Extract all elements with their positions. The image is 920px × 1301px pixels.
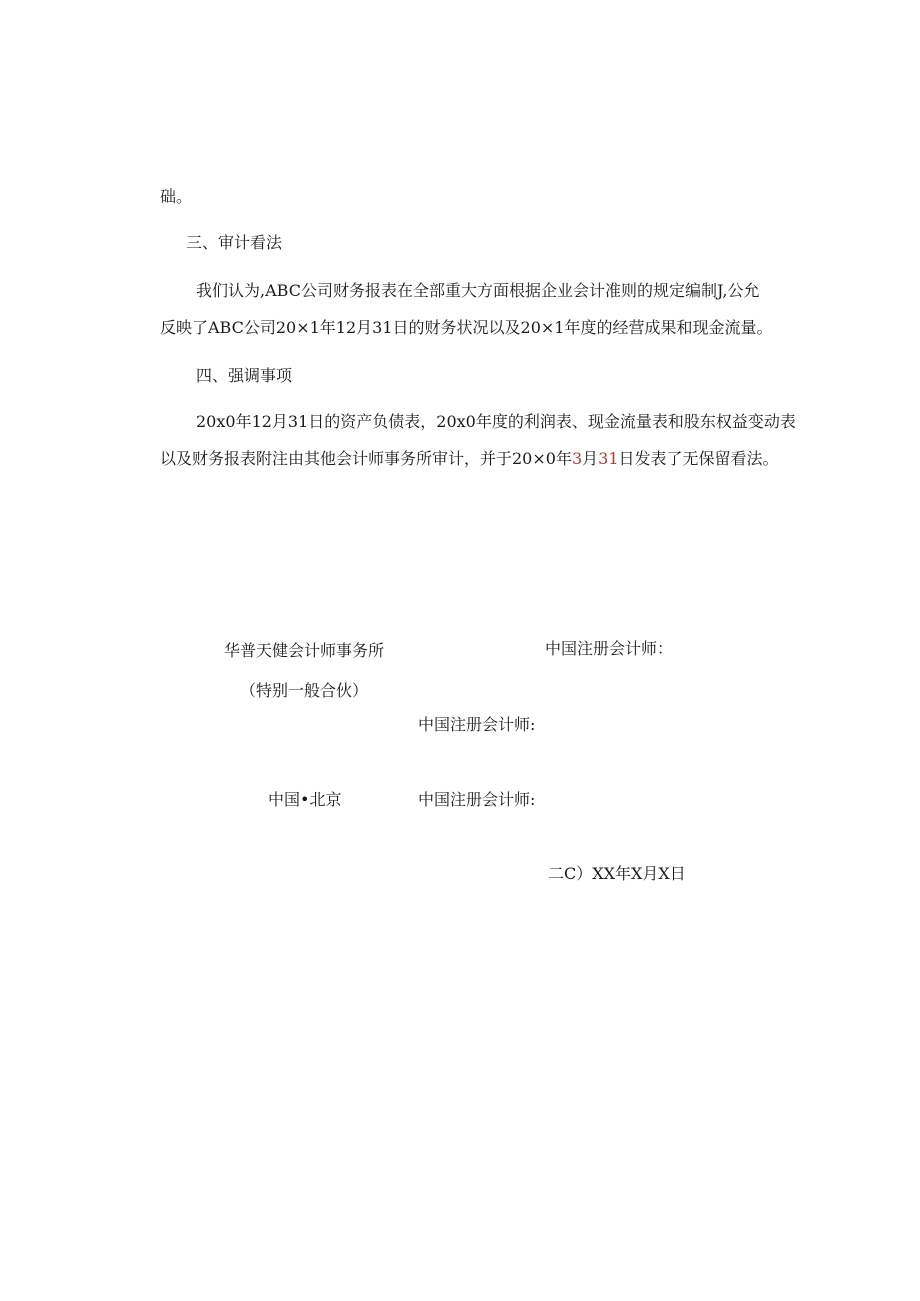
cpa-label-1: 中国注册会计师：	[545, 639, 674, 658]
highlight-month: 3	[571, 449, 583, 468]
carry-over-text: 础。	[160, 187, 193, 206]
highlight-day: 31	[598, 449, 619, 468]
firm-location: 中国•北京	[268, 790, 342, 809]
report-date: 二C）XX年X月X日	[548, 864, 686, 883]
section-heading-audit-opinion: 三、审计看法	[186, 233, 283, 252]
emphasis-line-1: 20x0年12月31日的资产负债表，20x0年度的利润表、现金流量表和股东权益变动表	[196, 412, 796, 431]
emphasis-line-2	[160, 449, 779, 469]
emphasis-line-2-part-a: 以及财务报表附注由其他会计师事务所审计，并于20×0年	[160, 449, 572, 468]
cpa-label-2: 中国注册会计师:	[418, 715, 536, 734]
firm-type: （特别一般合伙）	[240, 681, 369, 700]
audit-opinion-line-1: 我们认为,ABC公司财务报表在全部重大方面根据企业会计准则的规定编制J,公允	[196, 281, 760, 300]
emphasis-line-2-part-c: 日发表了无保留看法。	[618, 449, 779, 468]
cpa-label-3: 中国注册会计师:	[418, 790, 536, 809]
firm-name: 华普天健会计师事务所	[224, 641, 385, 660]
emphasis-line-2-part-b: 月	[582, 449, 599, 468]
audit-opinion-line-2: 反映了ABC公司20×1年12月31日的财务状况以及20×1年度的经营成果和现金流量。	[160, 318, 773, 337]
section-heading-emphasis: 四、强调事项	[196, 366, 293, 385]
